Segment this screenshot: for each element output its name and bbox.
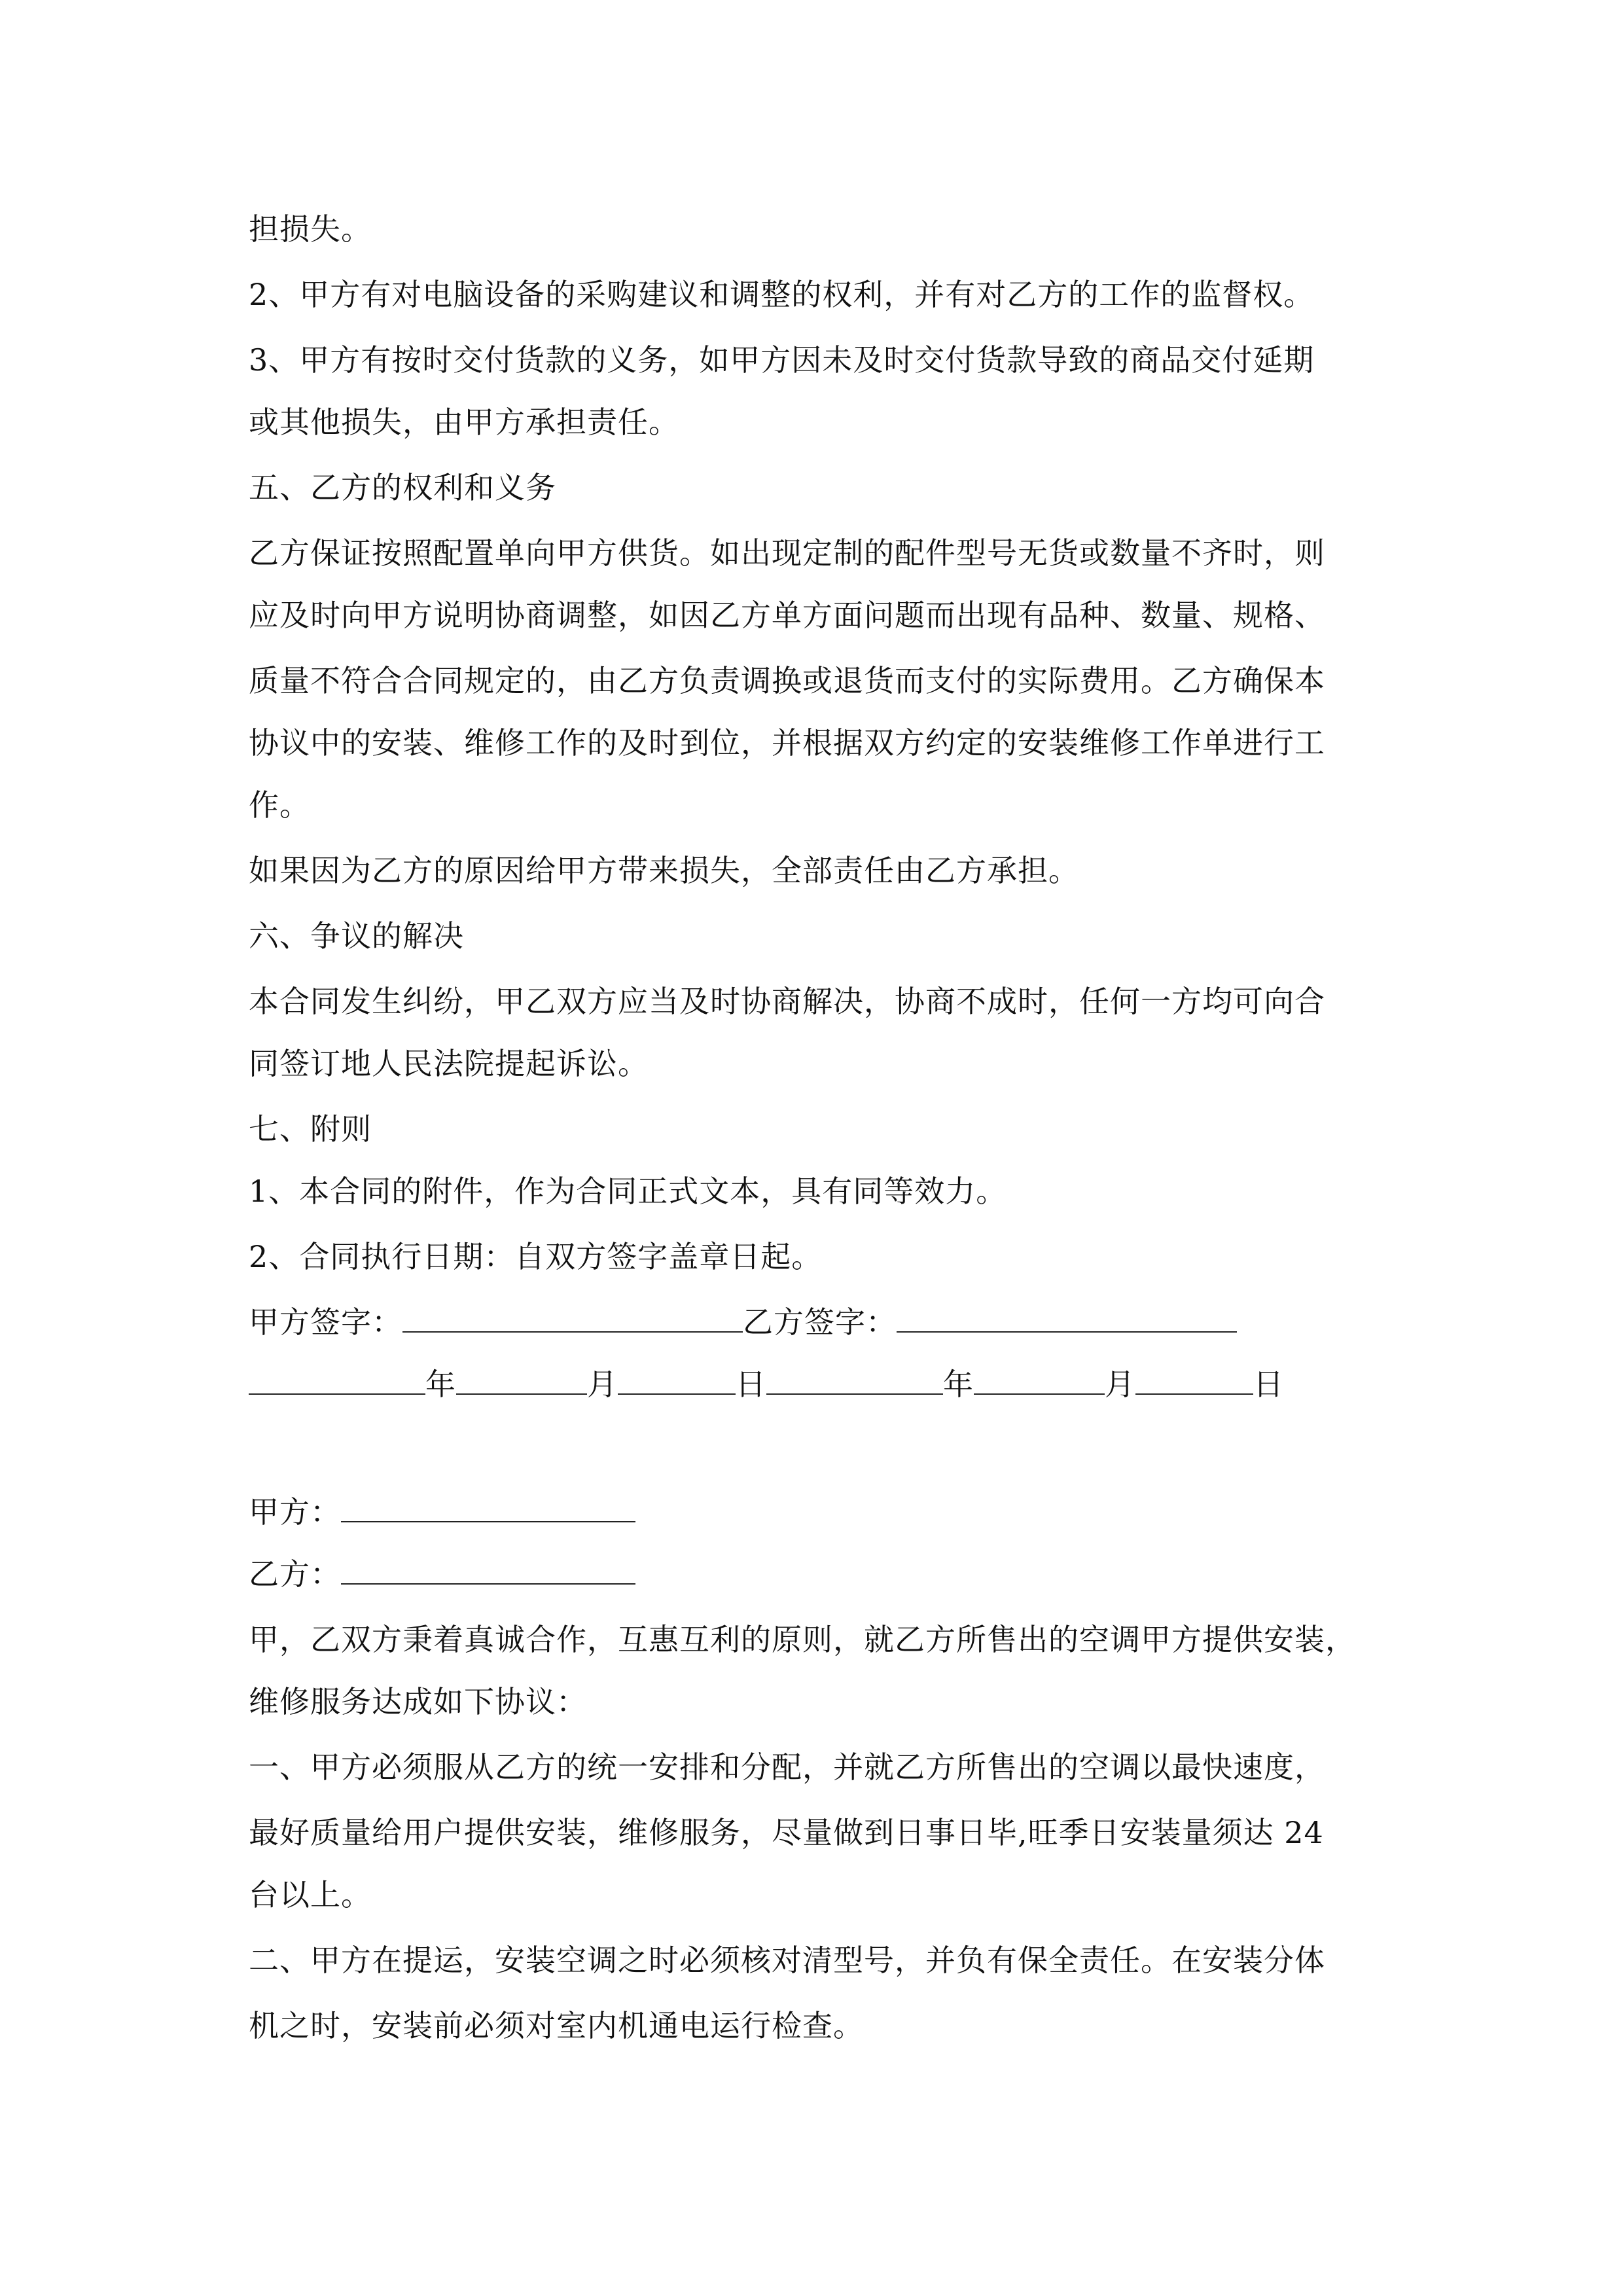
- text-line: 如果因为乙方的原因给甲方带来损失，全部责任由乙方承担。: [249, 853, 1079, 888]
- text-line: 同签订地人民法院提起诉讼。: [249, 1046, 649, 1081]
- party-b-signature-field[interactable]: [897, 1302, 1237, 1333]
- party-b-day-field[interactable]: [1135, 1365, 1253, 1395]
- text-line: 1、本合同的附件，作为合同正式文本，具有同等效力。: [249, 1174, 1007, 1209]
- party-a-signature-field[interactable]: [402, 1302, 743, 1333]
- year-label: 年: [943, 1367, 974, 1402]
- party-a-day-field[interactable]: [618, 1365, 736, 1395]
- text-line: 一、甲方必须服从乙方的统一安排和分配，并就乙方所售出的空调以最快速度，: [249, 1749, 1325, 1785]
- text-line: 作。: [249, 787, 310, 823]
- text-line: 本合同发生纠纷，甲乙双方应当及时协商解决，协商不成时，任何一方均可向合: [249, 984, 1325, 1019]
- party-b-line: [249, 1554, 635, 1594]
- text-line: 台以上。: [249, 1877, 372, 1912]
- section-heading: 五、乙方的权利和义务: [249, 470, 556, 505]
- month-label: 月: [587, 1367, 618, 1402]
- party-b-year-field[interactable]: [766, 1365, 943, 1395]
- party-b-name-field[interactable]: [341, 1554, 635, 1585]
- text-line: 3、甲方有按时交付货款的义务，如甲方因未及时交付货款导致的商品交付延期: [249, 342, 1315, 378]
- party-a-signature-label: 甲方签字：: [249, 1304, 402, 1340]
- text-line: 协议中的安装、维修工作的及时到位，并根据双方约定的安装维修工作单进行工: [249, 725, 1325, 761]
- text-line: 二、甲方在提运，安装空调之时必须核对清型号，并负有保全责任。在安装分体: [249, 1943, 1325, 1978]
- party-a-name-field[interactable]: [341, 1492, 635, 1522]
- text-line: 2、合同执行日期：自双方签字盖章日起。: [249, 1239, 823, 1274]
- date-line: [249, 1365, 1284, 1404]
- party-b-label: 乙方：: [249, 1556, 341, 1592]
- section-heading: 七、附则: [249, 1111, 372, 1147]
- signature-line: [249, 1302, 1237, 1342]
- text-line: 2、甲方有对电脑设备的采购建议和调整的权利，并有对乙方的工作的监督权。: [249, 277, 1315, 312]
- text-line: 质量不符合合同规定的，由乙方负责调换或退货而支付的实际费用。乙方确保本: [249, 663, 1325, 698]
- party-a-year-field[interactable]: [249, 1365, 425, 1395]
- year-label: 年: [425, 1367, 456, 1402]
- party-a-label: 甲方：: [249, 1494, 341, 1530]
- party-b-month-field[interactable]: [974, 1365, 1105, 1395]
- text-line: 应及时向甲方说明协商调整，如因乙方单方面问题而出现有品种、数量、规格、: [249, 598, 1325, 633]
- text-line: 或其他损失，由甲方承担责任。: [249, 404, 679, 440]
- month-label: 月: [1105, 1367, 1135, 1402]
- day-label: 日: [736, 1367, 766, 1402]
- text-line: 甲，乙双方秉着真诚合作，互惠互利的原则，就乙方所售出的空调甲方提供安装，: [249, 1622, 1356, 1657]
- day-label: 日: [1253, 1367, 1284, 1402]
- party-b-signature-label: 乙方签字：: [743, 1304, 897, 1340]
- text-line: 维修服务达成如下协议：: [249, 1684, 587, 1719]
- text-line: 机之时，安装前必须对室内机通电运行检查。: [249, 2008, 864, 2043]
- text-line: 乙方保证按照配置单向甲方供货。如出现定制的配件型号无货或数量不齐时，则: [249, 535, 1325, 571]
- section-heading: 六、争议的解决: [249, 918, 464, 954]
- text-line: 担损失。: [249, 211, 372, 247]
- party-a-line: [249, 1492, 635, 1532]
- text-line: 最好质量给用户提供安装，维修服务，尽量做到日事日毕,旺季日安装量须达 24: [249, 1815, 1324, 1850]
- party-a-month-field[interactable]: [456, 1365, 587, 1395]
